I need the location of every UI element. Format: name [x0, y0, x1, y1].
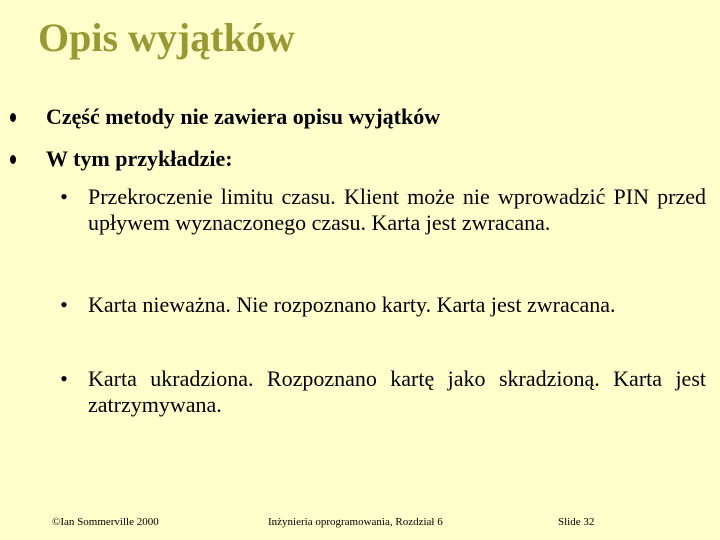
sub-bullet-text: Przekroczenie limitu czasu. Klient może nie wprowadzić PIN przed upływem wyznaczonego czasu. Karta jest zwracana.: [88, 184, 706, 235]
bullet-text: Część metody nie zawiera opisu wyjątków: [46, 104, 441, 129]
sub-bullet-marker: •: [60, 184, 68, 209]
bullet-text: W tym przykładzie:: [46, 146, 233, 171]
footer-slide-number: Slide 32: [558, 516, 595, 528]
footer-course: Inżynieria oprogramowania, Rozdział 6: [268, 516, 443, 528]
sub-bullet-text: Karta ukradziona. Rozpoznano kartę jako skradzioną. Karta jest zatrzymywana.: [88, 366, 706, 417]
sub-bullet-marker: •: [60, 292, 68, 317]
bullet-dot-icon: [10, 155, 16, 164]
slide-title: Opis wyjątków: [38, 15, 295, 60]
sub-bullet-text: Karta nieważna. Nie rozpoznano karty. Karta jest zwracana.: [88, 292, 616, 317]
bullet-dot-icon: [10, 113, 16, 122]
footer-copyright: ©Ian Sommerville 2000: [52, 516, 159, 528]
sub-bullet-marker: •: [60, 366, 68, 391]
